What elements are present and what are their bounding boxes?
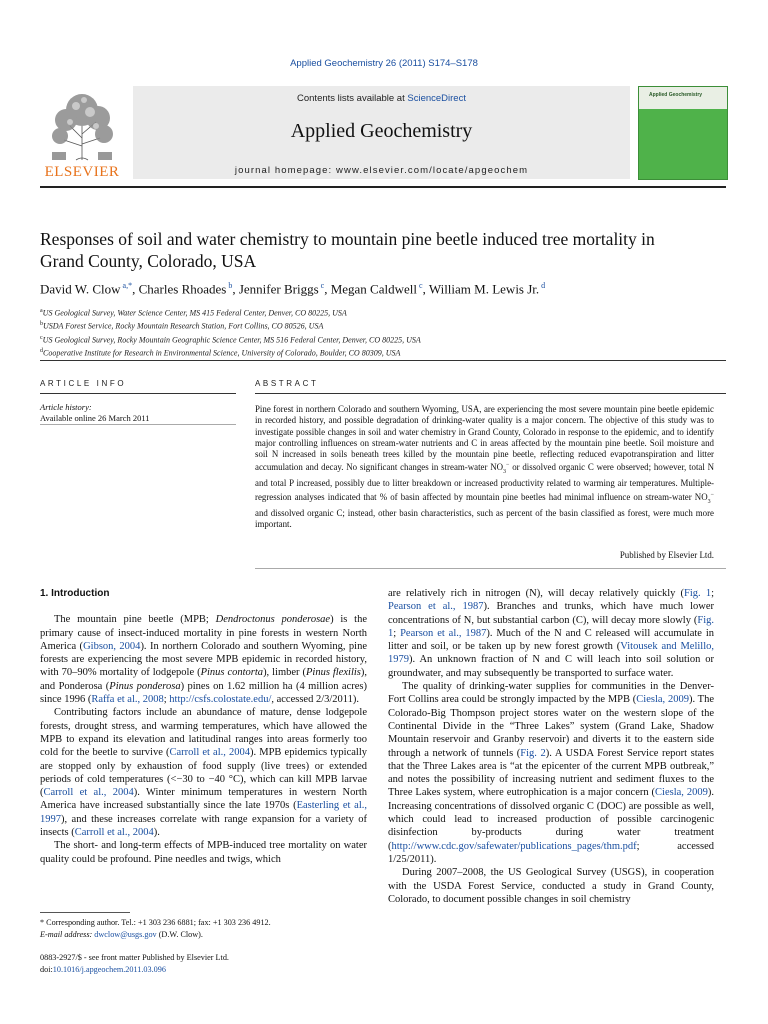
italic-text: Pinus flexilis	[306, 667, 361, 679]
affiliation-marker: d	[40, 347, 43, 354]
email-link[interactable]: dwclow@usgs.gov	[94, 930, 157, 939]
cover-header-strip	[639, 87, 727, 109]
abstract-sup-2: −	[710, 491, 714, 498]
body-paragraph	[388, 587, 714, 680]
body-paragraph	[388, 866, 714, 906]
abstract-bottom-rule	[255, 568, 726, 569]
text-run: ). Branches and trunks, which have much lower concentrations of N, but substantial carbon (C), will decay more slowly (	[388, 601, 714, 626]
italic-text: Dendroctonus ponderosae	[215, 614, 331, 626]
sciencedirect-link[interactable]: ScienceDirect	[407, 93, 466, 104]
footnote-rule	[40, 912, 130, 913]
elsevier-wordmark: ELSEVIER	[44, 164, 120, 180]
email-note	[40, 930, 367, 939]
abstract-heading: ABSTRACT	[255, 379, 319, 388]
doi-line	[40, 965, 400, 974]
article-info-heading: ARTICLE INFO	[40, 379, 127, 388]
citation-link[interactable]: Fig. 1	[684, 588, 712, 599]
author-name: Jennifer Briggs	[238, 281, 319, 297]
article-info-rule	[40, 393, 236, 394]
text-run: ). Winter minimum temperatures in western North America have increased substantially since the late 1970s (	[40, 787, 367, 812]
text-run: ). The Colorado-Big Thompson project stores water on the western slope of the Continental Divide in the “Three Lakes” system (Grand Lake, Shadow Mountain reservoir and Granby reservoir) and diverts it to the eastern side through a network of tunnels (	[388, 694, 714, 759]
issn-line: 0883-2927/$ - see front matter Published by Elsevier Ltd.	[40, 953, 229, 962]
body-column-left	[40, 587, 367, 866]
affiliation-item	[40, 319, 726, 332]
text-run: ), and Ponderosa (	[40, 667, 368, 692]
author-name: David W. Clow	[40, 281, 121, 297]
author-name: Megan Caldwell	[330, 281, 417, 297]
text-run: ;	[163, 694, 170, 706]
text-run: ). In northern Colorado and southern Wyoming, pine forests are experiencing the most severe MPB epidemic in recorded history, with 70–90% mortality of lodgepole (	[40, 640, 367, 679]
citation-link[interactable]: Easterling et al., 1997	[40, 800, 367, 825]
citation-link[interactable]: Carroll et al., 2004	[169, 747, 251, 759]
contents-prefix: Contents lists available at	[297, 93, 408, 104]
corresponding-author-note: * Corresponding author. Tel.: +1 303 236 6881; fax: +1 303 236 4912.	[40, 918, 271, 927]
text-run: ). An unknown fraction of N and C will leach into soil solution or groundwater, and may subsequently be transported to surface water.	[388, 654, 714, 679]
text-run: are relatively rich in nitrogen (N), will decay relatively quickly (	[388, 588, 685, 599]
citation-link[interactable]: Raffa et al., 2008	[91, 694, 164, 706]
publisher-note: Published by Elsevier Ltd.	[619, 550, 714, 560]
section-heading-introduction: 1. Introduction	[40, 588, 110, 599]
author-name: Charles Rhoades	[138, 281, 227, 297]
article-history-date: Available online 26 March 2011	[40, 413, 150, 423]
body-column-right	[388, 587, 714, 906]
affiliation-marker: a	[40, 308, 43, 314]
title-rule	[40, 360, 726, 361]
text-run: ). MPB epidemics typically are stopped only by exhaustion of food supply (live trees) or extended periods of cold temperatures (<−30 to −40 °C), which can kill MPB larvae (	[40, 747, 367, 799]
citation-link[interactable]: Ciesla, 2009	[655, 787, 708, 799]
text-run: ) is the primary cause of insect-induced mortality in pine forests in western North America (	[40, 614, 367, 652]
author-affiliation-marker[interactable]: c	[417, 281, 423, 290]
text-run: During 2007–2008, the US Geological Survey (USGS), in cooperation with the USDA Forest Service, conducted a study in Grand County, Colorado, to document possible changes in soil chemistry	[388, 867, 714, 905]
abstract-rule	[255, 393, 726, 394]
text-run: The mountain pine beetle (MPB;	[54, 614, 216, 626]
header-rule	[40, 186, 726, 188]
journal-citation[interactable]: Applied Geochemistry 26 (2011) S174–S178	[290, 58, 478, 69]
text-run: ;	[711, 588, 714, 599]
email-suffix: (D.W. Clow).	[156, 930, 203, 939]
text-run: The quality of drinking-water supplies for communities in the Denver-Fort Collins area could be strongly impacted by the MPB (	[388, 681, 714, 706]
author-affiliation-marker[interactable]: c	[318, 281, 325, 290]
journal-cover-thumbnail	[638, 86, 728, 180]
citation-link[interactable]: http://www.cdc.gov/safewater/publications_pages/thm.pdf	[391, 840, 637, 852]
text-run: ; accessed 1/25/2011).	[388, 840, 714, 865]
body-paragraph	[388, 680, 714, 866]
text-run: ) pines on 1.62 million ha (4 million acres) since 1996 (	[40, 680, 367, 706]
text-run: ). Much of the N and C released will accumulate in litter and soil, or be taken up by new forest growth (	[388, 627, 714, 653]
text-run: ;	[393, 627, 401, 639]
abstract-part-2: or dissolved organic C were observed; however, total N and total P increased, possibly due to litter breakdown or increased productivity related to warming air temperatures. Multiple-regression analyses indicated that % of basin affected by mountain pine beetles had minimal influence on stream-water NO	[255, 462, 714, 502]
text-run: ).	[153, 827, 160, 839]
article-history-label: Article history:	[40, 402, 92, 412]
author-affiliation-marker[interactable]: b	[226, 281, 233, 290]
email-label: E-mail address:	[40, 930, 95, 939]
citation-link[interactable]: Pearson et al., 1987	[400, 627, 487, 639]
article-info-bottom-rule	[40, 424, 236, 425]
citation-link[interactable]: Gibson, 2004	[83, 640, 141, 652]
text-run: ), and these increases correlate with range expansion for a variety of insects (	[40, 813, 367, 839]
text-run: The short- and long-term effects of MPB-induced tree mortality on water quality could be profound. Pine needles and twigs, which	[40, 840, 367, 865]
text-run: ), limber (	[263, 667, 307, 679]
affiliation-marker: b	[40, 321, 43, 328]
body-paragraph	[40, 839, 367, 866]
citation-link[interactable]: Pearson et al., 1987	[388, 601, 484, 613]
italic-text: Pinus ponderosa	[109, 680, 181, 692]
citation-link[interactable]: Carroll et al., 2004	[43, 787, 134, 799]
right-paragraphs	[388, 587, 714, 906]
author-affiliation-marker[interactable]: a,*	[120, 281, 133, 290]
journal-homepage[interactable]: journal homepage: www.elsevier.com/locate/apgeochem	[234, 165, 529, 176]
affiliation-item	[40, 306, 726, 319]
body-paragraph	[40, 706, 367, 839]
affiliation-marker: c	[40, 334, 43, 341]
abstract-text	[255, 404, 714, 530]
affiliation-item	[40, 333, 726, 346]
cover-title: Applied Geochemistry	[649, 92, 703, 98]
article-title: Responses of soil and water chemistry to mountain pine beetle induced tree mortality in Grand County, Colorado, USA	[40, 229, 655, 271]
affiliation-item	[40, 346, 726, 359]
citation-link[interactable]: http://csfs.colostate.edu/	[169, 694, 272, 706]
citation-link[interactable]: Fig. 1	[388, 614, 714, 639]
text-run: Contributing factors include an abundance of mature, dense lodgepole forests, drought stress, and warming temperatures, which have allowed the MPB to expand its elevation and latitudinal ranges into areas formerly too cold for the beetle to survive (	[40, 707, 367, 759]
italic-text: Pinus contorta	[200, 667, 264, 679]
citation-link[interactable]: Vitousek and Melillo, 1979	[388, 641, 715, 666]
abstract-sub-1: 3	[503, 469, 507, 475]
affiliation-text: US Geological Survey, Water Science Center, MS 415 Federal Center, Denver, CO 80225, USA	[42, 308, 347, 318]
left-paragraphs	[40, 613, 367, 866]
text-run: ). A USDA Forest Service report states that the Three Lakes area is “at the epicenter of the current MPB outbreak,” and notes the possibility of increasing nutrient and sediment fluxes to the Three Lakes system, where eutrophication is a major concern (	[388, 747, 715, 799]
affiliation-text: US Geological Survey, Rocky Mountain Geographic Science Center, MS 516 Federal Center, Denver, CO 80225, USA	[42, 335, 421, 345]
text-run: , accessed 2/3/2011).	[271, 694, 360, 706]
author-affiliation-marker[interactable]: d	[539, 281, 546, 290]
abstract-part-1: Pine forest in northern Colorado and southern Wyoming, USA, are experiencing the most severe mountain pine beetle epidemic in recorded history, and possible degradation of drinking-water quality is a major concern. The objective of this study was to investigate possible changes in soil and water chemistry in Grand County, Colorado in response to the epidemic, and to identify major controlling influences on stream-water nutrients and C in areas affected by the mountain pine beetle. Soil moisture and soil N increased in soils beneath trees killed by the mountain pine beetle, reflecting reduced evapotranspiration and litter accumulation and decay. No significant changes in stream-water NO	[255, 404, 714, 473]
journal-name: Applied Geochemistry	[290, 120, 473, 142]
citation-link[interactable]: Fig. 2	[520, 747, 546, 759]
abstract-sup-1: −	[506, 462, 510, 469]
contents-line	[133, 93, 630, 104]
affiliation-text: Cooperative Institute for Research in Environmental Science, University of Colorado, Boulder, CO 80309, USA	[43, 348, 401, 358]
affiliation-list	[40, 306, 726, 359]
citation-link[interactable]: Ciesla, 2009	[636, 694, 689, 706]
citation-link[interactable]: Carroll et al., 2004	[74, 827, 154, 839]
author-name: William M. Lewis Jr.	[428, 281, 540, 297]
doi-link[interactable]: 10.1016/j.apgeochem.2011.03.096	[52, 965, 166, 974]
body-paragraph	[40, 613, 367, 706]
elsevier-logo	[40, 86, 124, 180]
doi-label: doi:	[40, 965, 53, 974]
affiliation-text: USDA Forest Service, Rocky Mountain Research Station, Fort Collins, CO 80526, USA	[43, 321, 324, 331]
text-run: ). Increasing concentrations of dissolved organic C (DOC) are possible as well, which could lead to increased production of possible carcinogenic disinfection by-products during water treatment (	[388, 787, 714, 852]
abstract-sub-2: 3	[707, 498, 711, 505]
author-list: David W. Clow $^{a,*}$, Charles Rhoades $^b$, Jennifer Briggs $^c$, Megan Caldwell $^c$, William M. Lewis Jr. $^d$	[40, 281, 546, 297]
abstract-part-3: and dissolved organic C; instead, other basin characteristics, such as percent of the basin classified as forest, were much more important.	[255, 507, 714, 529]
